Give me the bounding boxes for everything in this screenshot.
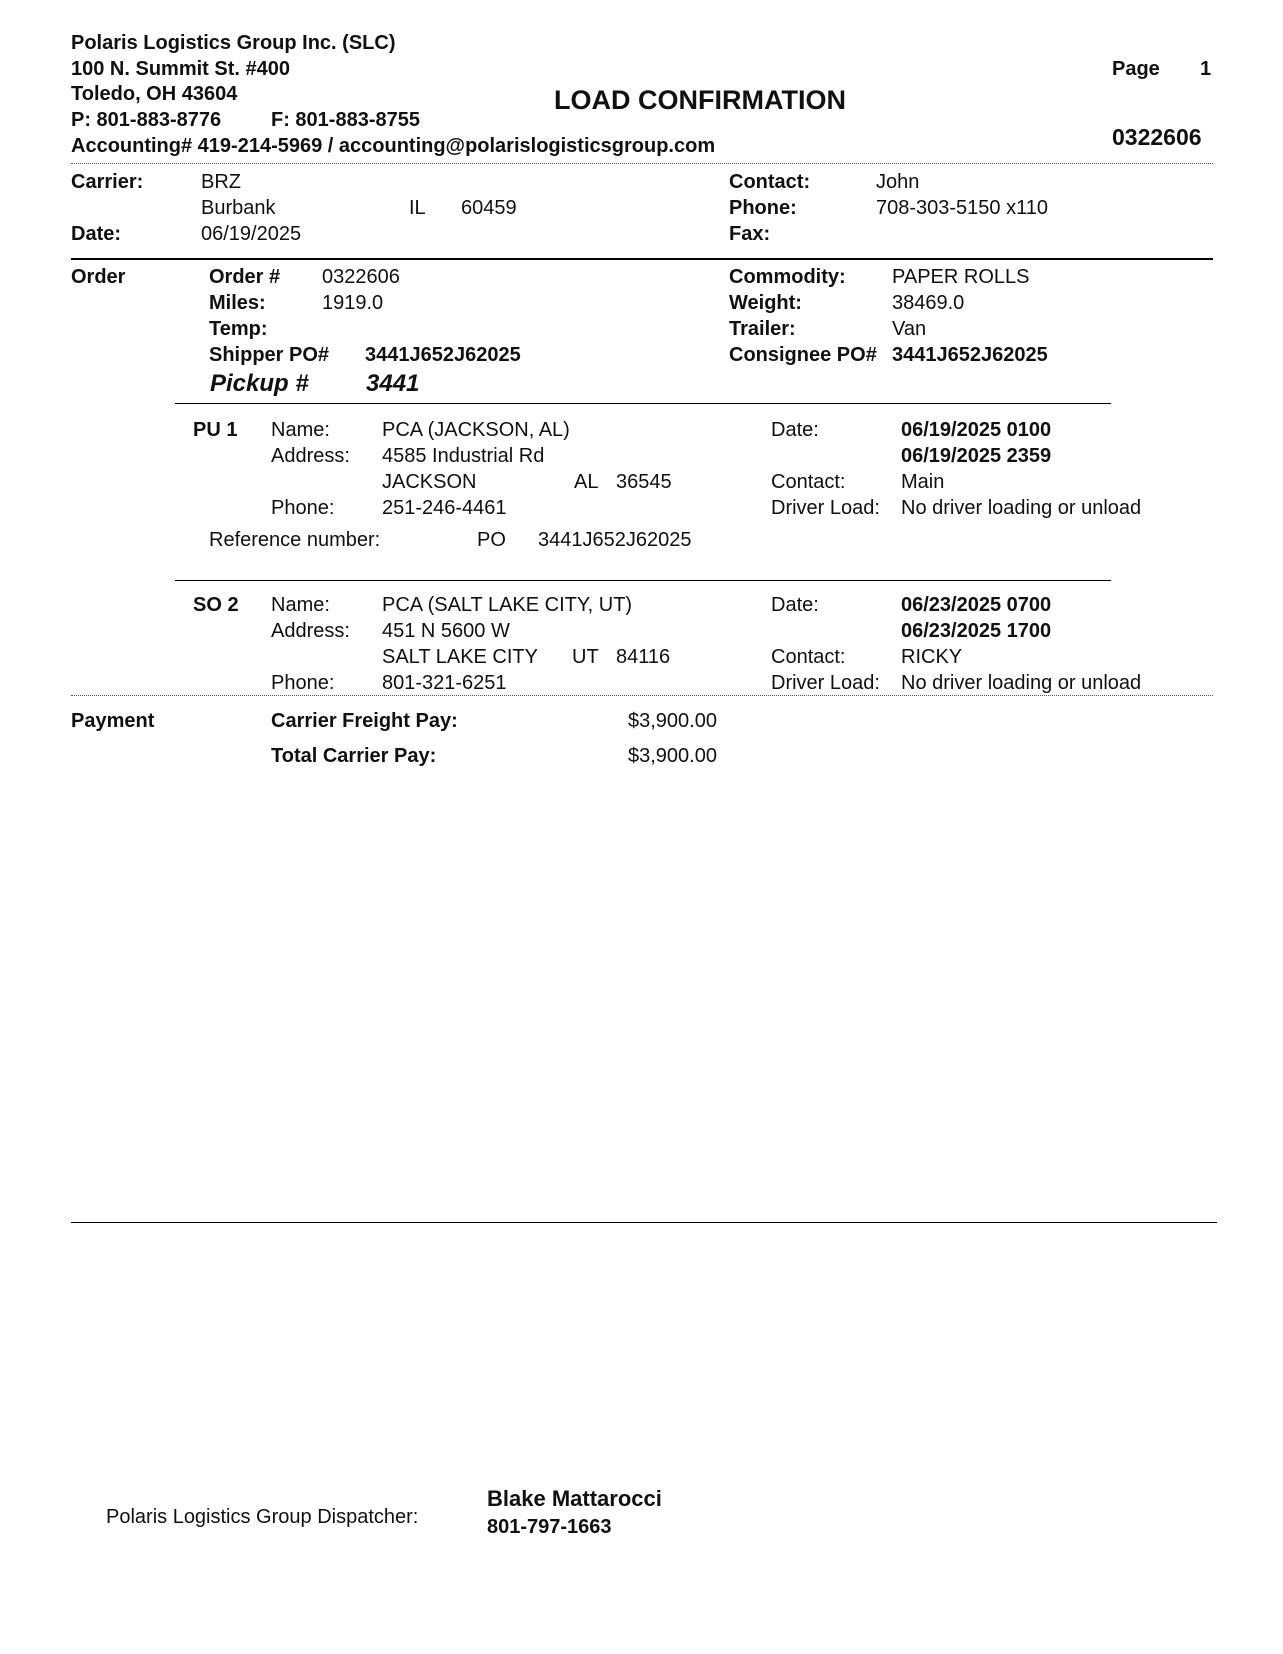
pickup-number: 3441 <box>366 370 420 397</box>
company-name: Polaris Logistics Group Inc. (SLC) <box>71 32 396 54</box>
stop-phone-label: Phone: <box>271 672 335 694</box>
carrier-fax-label: Fax: <box>729 223 771 245</box>
carrier-contact: John <box>876 171 920 193</box>
stop-date-to: 06/19/2025 2359 <box>901 445 1052 467</box>
company-address-line2: Toledo, OH 43604 <box>71 83 238 105</box>
carrier-date: 06/19/2025 <box>201 223 302 245</box>
stop-zip: 36545 <box>616 471 672 493</box>
stop-phone: 801-321-6251 <box>382 672 507 694</box>
trailer-value: Van <box>892 318 927 340</box>
stop-date-from: 06/23/2025 0700 <box>901 594 1052 616</box>
carrier-phone-label: Phone: <box>729 197 797 219</box>
trailer-label: Trailer: <box>729 318 796 340</box>
stop-state: AL <box>574 471 599 493</box>
carrier-zip: 60459 <box>461 197 517 219</box>
weight-value: 38469.0 <box>892 292 965 314</box>
stop-contact: RICKY <box>901 646 963 668</box>
miles-label: Miles: <box>209 292 266 314</box>
stop-contact-label: Contact: <box>771 646 846 668</box>
stop-driver-load: No driver loading or unload <box>901 672 1142 694</box>
stop-city: SALT LAKE CITY <box>382 646 538 668</box>
shipper-po-value: 3441J652J62025 <box>365 344 521 366</box>
stop-driver-load: No driver loading or unload <box>901 497 1142 519</box>
stop-date-label: Date: <box>771 419 819 441</box>
carrier-date-label: Date: <box>71 223 122 245</box>
stop-date-to: 06/23/2025 1700 <box>901 620 1052 642</box>
payment-section-label: Payment <box>71 710 155 732</box>
company-accounting: Accounting# 419-214-5969 / accounting@polarislogisticsgroup.com <box>71 135 716 157</box>
commodity-label: Commodity: <box>729 266 846 288</box>
stops-divider <box>71 695 1213 696</box>
carrier-state: IL <box>409 197 426 219</box>
stop-phone-label: Phone: <box>271 497 335 519</box>
stop-contact-label: Contact: <box>771 471 846 493</box>
dispatcher-phone: 801-797-1663 <box>487 1516 612 1538</box>
stop-name: PCA (SALT LAKE CITY, UT) <box>382 594 633 616</box>
stop-address-label: Address: <box>271 620 350 642</box>
miles-value: 1919.0 <box>322 292 384 314</box>
carrier-label: Carrier: <box>71 171 144 193</box>
carrier-divider <box>71 258 1213 260</box>
stop-name: PCA (JACKSON, AL) <box>382 419 570 441</box>
company-phone: P: 801-883-8776 <box>71 109 222 131</box>
stop-code: SO 2 <box>193 594 239 616</box>
page-label: Page <box>1112 58 1160 80</box>
stop-street: 451 N 5600 W <box>382 620 510 642</box>
stop-zip: 84116 <box>616 646 671 668</box>
carrier-contact-label: Contact: <box>729 171 811 193</box>
stop-code: PU 1 <box>193 419 238 441</box>
dispatcher-name: Blake Mattarocci <box>487 1486 662 1511</box>
stop-contact: Main <box>901 471 945 493</box>
order-section-label: Order <box>71 266 126 288</box>
carrier-freight-pay-label: Carrier Freight Pay: <box>271 710 458 732</box>
consignee-po-label: Consignee PO# <box>729 344 877 366</box>
stop-city: JACKSON <box>382 471 477 493</box>
stop-phone: 251-246-4461 <box>382 497 507 519</box>
dispatcher-label: Polaris Logistics Group Dispatcher: <box>106 1506 419 1528</box>
pickup-number-label: Pickup # <box>210 370 309 397</box>
reference-label: Reference number: <box>209 529 381 551</box>
total-carrier-pay-value: $3,900.00 <box>628 745 717 767</box>
stop-street: 4585 Industrial Rd <box>382 445 545 467</box>
stop-date-from: 06/19/2025 0100 <box>901 419 1052 441</box>
carrier-phone: 708-303-5150 x110 <box>876 197 1048 219</box>
page-number: 1 <box>1200 58 1212 80</box>
document-title: LOAD CONFIRMATION <box>554 85 846 115</box>
stop-driver-load-label: Driver Load: <box>771 672 880 694</box>
reference-value: 3441J652J62025 <box>538 529 692 551</box>
consignee-po-value: 3441J652J62025 <box>892 344 1048 366</box>
stop-date-label: Date: <box>771 594 819 616</box>
stop-name-label: Name: <box>271 419 330 441</box>
temp-label: Temp: <box>209 318 268 340</box>
shipper-po-label: Shipper PO# <box>209 344 330 366</box>
company-fax: F: 801-883-8755 <box>271 109 420 131</box>
commodity-value: PAPER ROLLS <box>892 266 1030 288</box>
stop-divider <box>175 580 1111 581</box>
reference-type: PO <box>477 529 506 551</box>
order-divider <box>175 403 1111 404</box>
stop-address-label: Address: <box>271 445 350 467</box>
stop-name-label: Name: <box>271 594 330 616</box>
signature-line <box>71 1222 1217 1223</box>
total-carrier-pay-label: Total Carrier Pay: <box>271 745 437 767</box>
stop-state: UT <box>572 646 599 668</box>
company-address-line1: 100 N. Summit St. #400 <box>71 58 290 80</box>
order-number: 0322606 <box>322 266 400 288</box>
stop-driver-load-label: Driver Load: <box>771 497 880 519</box>
carrier-city: Burbank <box>201 197 276 219</box>
carrier-name: BRZ <box>201 171 241 193</box>
header-divider <box>71 163 1213 164</box>
weight-label: Weight: <box>729 292 802 314</box>
order-number-label: Order # <box>209 266 281 288</box>
carrier-freight-pay-value: $3,900.00 <box>628 710 717 732</box>
header-order-number: 0322606 <box>1112 124 1202 150</box>
